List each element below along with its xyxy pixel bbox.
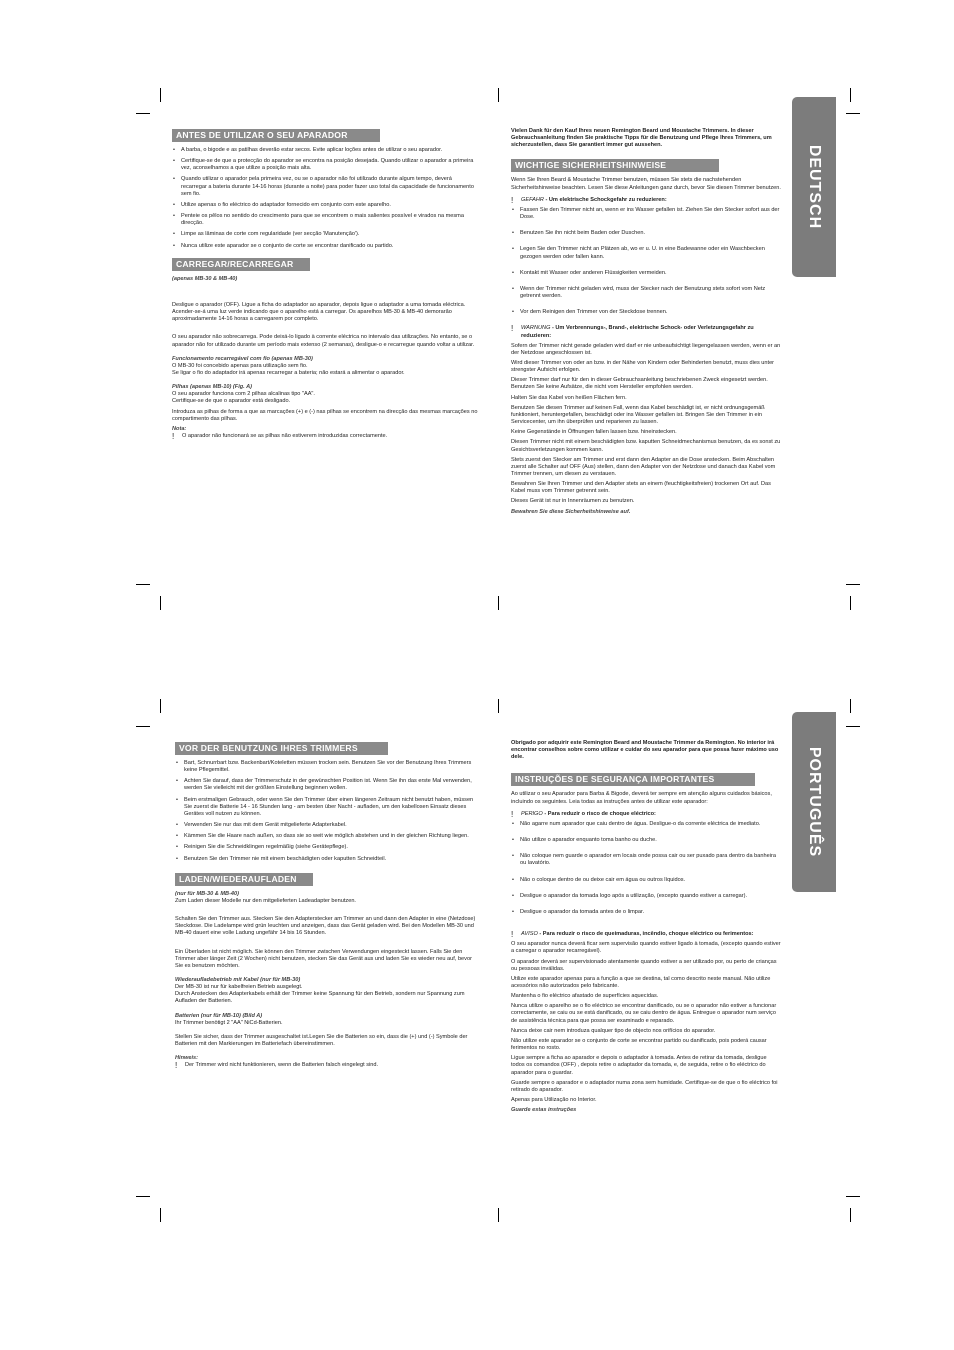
panel-de-usage [175,742,477,1073]
warning-icon: ! [511,195,514,205]
paragraph: Ein Überladen ist nicht möglich. Sie können den Trimmer zwischen Verwendungen eingesteckt lassen. Falls Sie den Trimmer aber länger Zeit (2 Wochen) nicht benutzen, stecken Sie das Gerät aus und laden Sie es wieder neu auf, bevor Sie es benutzen möchten. [175,948,472,969]
warning-icon: ! [511,930,514,940]
crop-mark [846,726,860,727]
section-header-laden: LADEN/WIEDERAUFLADEN [175,873,313,886]
list-item: • Não o coloque dentro de ou deixe cair em água ou outros líquidos. [511,877,781,884]
language-tab-deutsch [792,97,836,277]
paragraph: Mantenha o fio eléctrico afastado de superfícies aquecidas. [511,993,659,1000]
subheading: Wiederaufladebetrieb mit Kabel (nur für MB-30) [175,976,301,983]
warning-icon: ! [175,1061,178,1071]
paragraph: Apenas para Utilização no Interior. [511,1097,597,1103]
paragraph: Certifique-se de que o aparador está desligado. [172,398,291,405]
paragraph: Bewahren Sie Ihren Trimmer und den Adapter stets an einem (feuchtigkeitsfreien) trockenen Ort auf. Das Kabel muss vom Trimmer getrennt sein. [511,481,771,495]
list-item: • Legen Sie den Trimmer nicht an Plätzen ab, wo er u. U. in eine Badewanne oder ein Waschbecken gezogen werden oder fallen kann. [511,246,781,260]
crop-mark [160,699,161,713]
paragraph: Schalten Sie den Trimmer aus. Stecken Sie den Adapterstecker am Trimmer an und dann den Adapter in eine (Netzdose) Steckdose. Die Ladelampe wird grün leuchten und anzeigen, dass das Gerät geladen wird. Bei den Modellen MB-30 und MB-40 dauert eine volle Ladung ungefähr 14 bis 16 Stunden. [175,916,476,937]
list-item: • Vor dem Reinigen den Trimmer von der Steckdose trennen. [511,309,781,316]
note [175,1062,477,1069]
crop-mark [498,596,499,610]
list-vor [175,760,477,863]
section-header-carregar: CARREGAR/RECARREGAR [172,258,310,271]
warning-icon: ! [172,432,175,442]
crop-mark [850,596,851,610]
crop-mark [846,1196,860,1197]
subheading: Pilhas (apenas MB-10) (Fig. A) [172,384,252,391]
crop-mark [850,1208,851,1222]
list-item: • Verwenden Sie nur das mit dem Gerät mitgelieferte Adapterkabel. [175,822,477,829]
note-label: Nota: [172,425,187,432]
note-text: Der Trimmer wird nicht funktionieren, wenn die Batterien falsch eingelegt sind. [185,1062,379,1069]
danger-label: GEFAHR [521,196,544,203]
paragraph: Dieser Trimmer darf nur für den in dieser Gebrauchsanleitung beschriebenen Zweck eingesetzt werden. Benutzen Sie keine Aufsätze, die nicht vom Hersteller empfohlen werden. [511,377,768,391]
language-tab-label: PORTUGUÊS [806,746,823,858]
paragraph: Der MB-30 ist nur für kabelfreien Betrieb ausgelegt. [175,984,303,991]
list-item: • Kontakt mit Wasser oder anderen Flüssigkeiten vermeiden. [511,270,781,277]
paragraph: Introduza as pilhas de forma a que as marcações (+) e (-) nas pilhas se encontrem na direcção das mesmas marcações no compartimento das pilhas. [172,408,478,422]
crop-mark [136,1196,150,1197]
paragraph: O MB-30 foi concebido apenas para utilização sem fio. [172,362,308,369]
warning-heading [511,931,781,938]
paragraph: Guarde sempre o aparador e o adaptador numa zona sem humidade. Certifique-se de que o fio eléctrico foi retirado do aparador. [511,1079,778,1093]
list-item: • Achten Sie darauf, dass der Trimmerschutz in der gewünschten Position ist. Wenn Sie ihn das erste Mal verwenden, werden Sie vielleicht mit der größten Einstellung beginnen wollen. [175,778,477,792]
list-item: • Desligue o aparador da tomada antes de o limpar. [511,909,781,916]
paragraph: O seu aparador nunca deverá ficar sem supervisão quando estiver ligado à tomada, (excepto quando estiver a carregar o aparador recarregável). [511,941,781,955]
paragraph: Durch Anstecken des Adapterkabels erhält der Trimmer keine Spannung für den Betrieb, sondern nur Spannung zum Aufladen der Batterien. [175,991,465,1005]
crop-mark [160,1208,161,1222]
section-header-vor-der-benutzung: VOR DER BENUTZUNG IHRES TRIMMERS [175,742,388,755]
crop-mark [160,88,161,102]
paragraph: Zum Laden dieser Modelle nur den mitgelieferten Ladeadapter benutzen. [175,897,356,904]
paragraph: Ihr Trimmer benötigt 2 "AA" NiCd-Batterien. [175,1019,283,1026]
intro-text: Obrigado por adquirir este Remington Beard and Moustache Trimmer da Remington. No interior irá encontrar conselhos sobre como utilizar e cuidar do seu aparador para que possa fazer máximo uso dele. [511,740,779,761]
list-item: • Quando utilizar o aparador pela primeira vez, ou se o aparador não foi utilizado durante algum tempo, deverá recarregar a bateria durante 14-16 horas (durante a noite) para poder fazer uso total da capacidade de funcionamento sem fio. [172,176,478,197]
note-text: O aparador não funcionará se as pilhas não estiverem introduzidas correctamente. [182,433,388,440]
list-item: • Benutzen Sie ihn nicht beim Baden oder Duschen. [511,230,781,237]
panel-pt-safety [511,740,781,1117]
paragraph: Stets zuerst den Stecker am Trimmer und erst dann den Adapter an die Dose anstecken. Beim Abschalten zuerst alle Schalter auf OFF (Aus) stellen, dann den Adapter von der Netzdose und danach das Kabel vom Trimmer trennen, um diesen zu verstauen. [511,456,776,477]
subheading: (apenas MB-30 & MB-40) [172,275,238,282]
crop-mark [136,113,150,114]
list-antes [172,147,478,250]
list-item: • Utilize apenas o fio eléctrico do adaptador fornecido em conjunto com este aparelho. [172,202,478,209]
warning-icon: ! [511,809,514,819]
paragraph: Nunca utilize o aparelho se o fio eléctrico se encontrar danificado, ou se o aparador não estiver a funcionar correctamente, se caiu ou se está danificado, ou se caiu dentro de água. Entregue o aparador num serviço de assistência técnica para que possa ser examinado e reparado. [511,1003,777,1024]
paragraph: Stellen Sie sicher, dass der Trimmer ausgeschaltet ist.Legen Sie die Batterien so ein, dass die (+) und (-) Symbole der Batterien mit den Markierungen im Batteriefach übereinstimmen. [175,1033,468,1048]
list-item: • Não agarre num aparador que caiu dentro de água. Desligue-o da corrente eléctrica de imediato. [511,821,781,828]
danger-heading [511,811,781,818]
paragraph: Ao utilizar o seu Aparador para Barba & Bigode, deverá ter sempre em atenção alguns cuidados básicos, incluindo os seguintes. Leia todas as instruções antes de utilizar este aparador: [511,791,772,805]
list-item: • Desligue o aparador da tomada logo após a utilização, (excepto quando estiver a carregar). [511,893,781,900]
intro-text: Vielen Dank für den Kauf Ihres neuen Remington Beard und Moustache Trimmers. In dieser Gebrauchsanleitung finden Sie praktische Tipps für die Benutzung und Pflege Ihres Trimmers, um sicherzustellen, dass Sie garantiert immer gut aussehen. [511,128,772,149]
crop-mark [850,699,851,713]
danger-text: - Para reduzir o risco de choque eléctrico: [542,810,656,817]
danger-label: PERIGO [521,810,543,817]
list-item: • Fassen Sie den Trimmer nicht an, wenn er ins Wasser gefallen ist. Ziehen Sie den Stecker sofort aus der Dose. [511,207,781,221]
paragraph: Wenn Sie Ihren Beard & Moustache Trimmer benutzen, müssen Sie stets die nachstehenden Sicherheitshinweise beachten. Lesen Sie diese Anleitungen ganz durch, bevor Sie diesen Trimmer benutzen. [511,177,781,191]
paragraph: O seu aparador não sobrecarrega. Pode deixá-lo ligado à corrente eléctrica no intervalo das utilizações. No entanto, se o aparador não for utilizado durante um período mais extenso (2 semanas), desligue-o e recarregue quando voltar a utilizar. [172,334,475,348]
section-header-seguranca: INSTRUÇÕES DE SEGURANÇA IMPORTANTES [511,773,755,786]
section-header-sicherheit: WICHTIGE SICHERHEITSHINWEISE [511,159,719,172]
warning-text: - Para reduzir o risco de queimaduras, incêndio, choque eléctrico ou ferimentos: [537,931,754,938]
warning-label: AVISO [521,931,538,938]
list-gefahr [511,207,781,316]
list-item: • A barba, o bigode e as patilhas deverão estar secos. Evite aplicar loções antes de utilizar o seu aparador. [172,147,478,154]
paragraph: Dieses Gerät ist nur in Innenräumen zu benutzen. [511,498,635,505]
crop-mark [136,584,150,585]
crop-mark [846,584,860,585]
danger-text: - Um elektrische Schockgefahr zu reduzieren: [543,196,667,203]
danger-heading [511,197,781,204]
panel-de-safety [511,128,781,519]
warning-heading [511,325,781,339]
paragraph: Utilize este aparador apenas para a função a que se destina, tal como descrito neste manual. Não utilize acessórios não autorizados pelo fabricante. [511,975,771,989]
list-item: • Benutzen Sie den Trimmer nie mit einem beschädigten oder kaputten Schneidteil. [175,856,477,863]
paragraph: Wird dieser Trimmer von oder an bzw. in der Nähe von Kindern oder Behinderten benutzt, muss dies unter strengster Aufsicht erfolgen. [511,359,775,374]
list-perigo [511,821,781,916]
crop-mark [136,726,150,727]
list-item: • Não utilize o aparador enquanto toma banho ou duche. [511,837,781,844]
list-item: • Nunca utilize este aparador se o conjunto de corte se encontrar danificado ou partido. [172,243,478,250]
paragraph: Diesen Trimmer nicht mit einem beschädigten bzw. kaputten Schneidmechanismus benutzen, da es sonst zu Gesichtsverletzungen kommen kann. [511,439,781,453]
paragraph: O seu aparador funciona com 2 pilhas alcalinas tipo "AA". [172,391,315,398]
warning-icon: ! [511,324,514,334]
warning-text: - Um Verbrennungs-, Brand-, elektrische Schock- oder Verletzungsgefahr zu reduzieren: [521,325,754,339]
note-label: Hinweis: [175,1055,199,1062]
language-tab-label: DEUTSCH [806,144,823,230]
list-item: • Beim erstmaligen Gebrauch, oder wenn Sie den Trimmer über einen längeren Zeitraum nicht benutzt haben, müssen Sie zuerst die Batterie 14 - 16 Stunden lang - am besten über Nacht - aufladen, um den kabellosen Einsatz dieses Gerätes voll nutzen zu können. [175,797,477,818]
subheading: Funcionamento recarregável com fio (apenas MB-30) [172,355,313,362]
list-item: • Não coloque nem guarde o aparador em locais onde possa cair ou ser puxado para dentro da banheira ou lavatório. [511,853,781,867]
list-item: • Penteie os pêlos no sentido do crescimento para que se encontrem o mais salientes possível e virados na mesma direcção. [172,213,478,227]
list-item: • Reinigen Sie die Schneidklingen regelmäßig (siehe Gerätepflege). [175,844,477,851]
list-item: • Certifique-se de que a protecção do aparador se encontra na posição desejada. Quando utilizar o aparador a primeira vez, aconselhamos a que utilize a posição mais alta. [172,158,478,172]
list-item: • Bart, Schnurrbart bzw. Backenbart/Koteletten müssen trocken sein. Benutzen Sie vor der Benutzung Ihres Trimmers keine Pflegemittel. [175,760,477,774]
crop-mark [850,88,851,102]
language-tab-portugues [792,712,836,892]
crop-mark [160,596,161,610]
paragraph: Benutzen Sie diesen Trimmer auf keinen Fall, wenn das Kabel beschädigt ist, er nicht ordnungsgemäß funktioniert, heruntergefallen, beschädigt oder ins Wasser gefallen ist. Bringen Sie den Trimmer in ein Servicecenter, um ihn überprüfen und reparieren zu lassen. [511,404,765,426]
crop-mark [498,699,499,713]
panel-pt-usage [172,129,478,443]
paragraph: Nunca deixe cair nem introduza qualquer tipo de objecto nos orifícios do aparador. [511,1027,716,1034]
keep-instructions: Guarde estas instruções [511,1107,577,1114]
note [172,433,478,440]
crop-mark [498,1208,499,1222]
crop-mark [498,88,499,102]
crop-mark [846,113,860,114]
paragraph: Ligue sempre a ficha ao aparador e depois o adaptador à tomada. Antes de retirar da tomada, desligue todos os comandos (OFF) , depois retire o adaptador da tomada, e, de seguida, retire o fio eléctrico do aparador para o guardar. [511,1055,767,1076]
paragraph: O aparador deverá ser supervisionado atentamente quando estiver a ser utilizado por, ou perto de crianças ou pessoas inválidas. [511,958,777,972]
paragraph: Não utilize este aparador se o conjunto de corte se encontrar partido ou danificado, pois poderá causar ferimentos no rosto. [511,1037,767,1052]
section-header-antes: ANTES DE UTILIZAR O SEU APARADOR [172,129,380,142]
warning-label: WARNUNG [521,325,551,332]
paragraph: Sofern der Trimmer nicht gerade geladen wird darf er nie unbeaufsichtigt liegengelassen werden, wenn er an der Netzdose angeschlossen ist. [511,342,781,356]
subheading: Batterien (nur für MB-10) (Bild A) [175,1012,263,1019]
paragraph: Halten Sie das Kabel von heißen Flächen fern. [511,394,627,401]
paragraph: Se ligar o fio do adaptador irá apenas recarregar a bateria; não estará a alimentar o aparador. [172,369,405,376]
paragraph: Keine Gegenstände in Öffnungen fallen lassen bzw. hineinstecken. [511,429,677,436]
paragraph: Desligue o aparador (OFF). Ligue a ficha do adaptador ao aparador, depois ligue o adaptador a uma tomada eléctrica. Acender-se-á uma luz verde indicando que o aparelho está a carregar. Os aparelhos MB-30 & MB-40 demorarão aproximadamente 14-16 horas a carregarem por completo. [172,301,466,323]
list-item: • Limpe as lâminas de corte com regularidade (ver secção 'Manutenção'). [172,231,478,238]
list-item: • Kämmen Sie die Haare nach außen, so dass sie so weit wie möglich abstehen und in der gleichen Richtung liegen. [175,833,477,840]
keep-instructions: Bewahren Sie diese Sicherheitshinweise auf. [511,508,631,515]
list-item: • Wenn der Trimmer nicht geladen wird, muss der Stecker nach der Benutzung stets sofort vom Netz getrennt werden. [511,286,781,300]
subheading: (nur für MB-30 & MB-40) [175,890,240,897]
